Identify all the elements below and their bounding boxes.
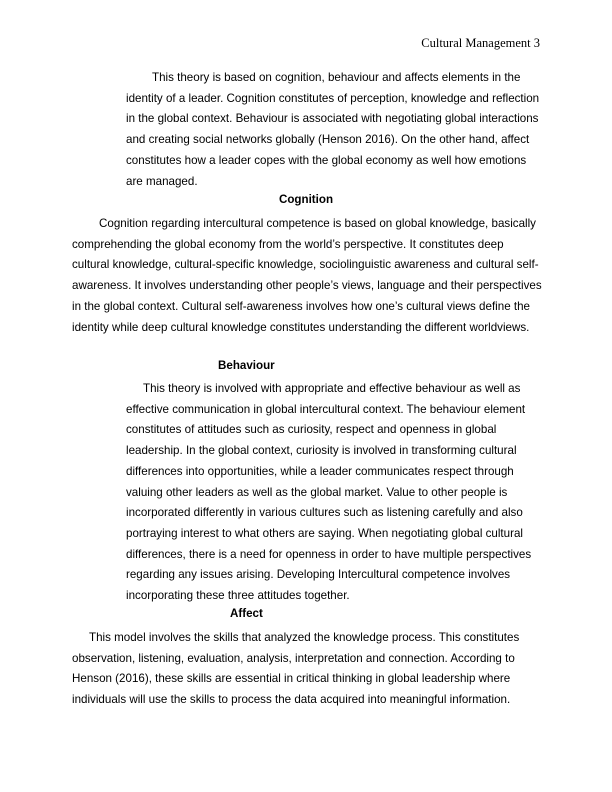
affect-paragraph: This model involves the skills that analyzed the knowledge process. This constitutes observation, listening, evaluation, analysis, interpretation and connection. According to Henson (2016), these skills are essential in critical thinking in global leadership where individuals will use the skills to process the data acquired into meaningful information. — [72, 631, 520, 707]
intro-paragraph: This theory is based on cognition, behaviour and affects elements in the identity of a leader. Cognition constitutes of perception, knowledge and reflection in the global context. Behaviour is associated with negotiating global interactions and creating social networks globally (Henson 2016). On the other hand, affect constitutes how a leader copes with the global economy as well how emotions are managed. — [126, 71, 540, 188]
cognition-paragraph: Cognition regarding intercultural competence is based on global knowledge, basically comprehending the global economy from the world’s perspective. It constitutes deep cultural knowledge, cultural-specific knowledge, sociolinguistic awareness and cultural self-awareness. It involves understanding other people’s views, language and their perspectives in the global context. Cultural self-awareness involves how one’s cultural views define the identity while deep cultural knowledge constitutes understanding the different worldviews. — [72, 217, 542, 334]
cognition-heading: Cognition — [278, 193, 334, 206]
behaviour-heading: Behaviour — [218, 359, 275, 372]
affect-heading: Affect — [230, 607, 263, 620]
running-head: Cultural Management 3 — [421, 36, 540, 50]
behaviour-paragraph: This theory is involved with appropriate and effective behaviour as well as effective communication in global intercultural context. The behaviour element constitutes of attitudes such as curiosity, respect and openness in global leadership. In the global context, curiosity is involved in transforming cultural differences into opportunities, while a leader communicates respect through valuing other leaders as well as the global market. Value to other people is incorporated differently in various cultures such as listening carefully and also portraying interest to what others are saying. When negotiating global cultural differences, there is a need for openness in order to have multiple perspectives regarding any issues arising. Developing Intercultural competence involves incorporating these three attitudes together. — [126, 382, 532, 603]
